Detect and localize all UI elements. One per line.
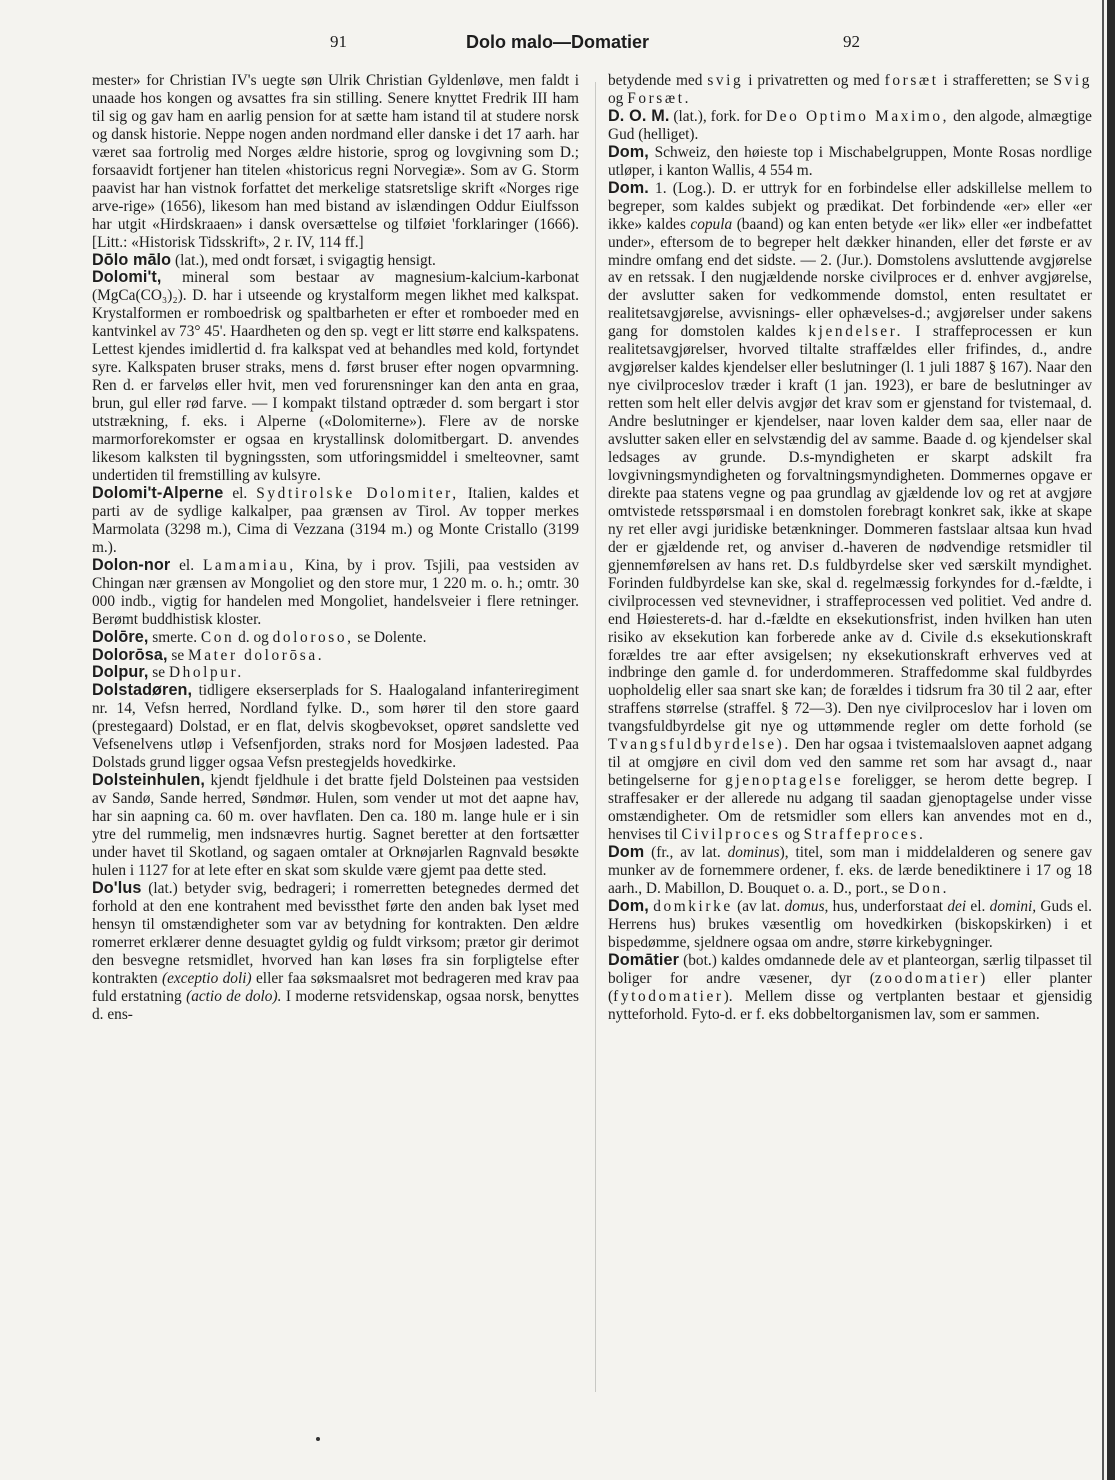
left-column-entry <box>92 557 579 629</box>
entry-text: den algode, almægtige Gud (helliget). <box>608 107 1092 143</box>
entry-text: zoodomatier <box>874 969 981 987</box>
page-number-left: 91 <box>330 32 347 51</box>
left-column-entry <box>92 269 579 484</box>
page-mark-dot <box>316 1437 320 1441</box>
entry-headword: Dolon-nor <box>92 555 171 574</box>
entry-text: kjendt fjeldhule i det bratte fjeld Dolsteinen paa vestsiden av Sandø, Sande herred, Søndmør. Hulen, som vender ut mot det aapne hav, har sin aapning ca. 60 m. over havflaten. Den ca. 180 m. lange hule er i sin ytre del rummelig, men indsnævres hurtig. Sagnet beretter at den fortsætter under havet til Skotland, og sagaen omtaler at Orknøjarlen Ragnvald besøkte hulen i 1127 for at lete efter en skat som skulde være gjemt paa dette sted. <box>92 772 579 879</box>
entry-text: kjendelser. <box>808 323 904 341</box>
entry-text: d. og <box>234 628 273 646</box>
entry-text: mester» for Christian IV's uegte søn Ulrik Christian Gyldenløve, men faldt i unaade hos kongen og avsattes fra sin stilling. Senere knyttet Fredrik III ham til sig og gav ham en aarlig pension for at sætte ham istand til at studere norsk og dansk historie. Neppe nogen anden nordmand eller danske i det 17 aarh. har været saa fortrolig med Norges ældre historie, sprog og lovgivning som D.; forsaavidt fortjener han titelen «historicus regni Norvegiæ». Som av G. Storm paavist har han vistnok forfattet det merkelige statsretslige skrift «Norges rige arve-rige» (1656), likesom han med bistand av islændingen Oddur Eiulfsson har utgit «Hirdskraaen» i dansk oversættelse og tilføiet 'forklaringer (1666). [Litt.: «Historisk Tidsskrift», 2 r. IV, 114 ff.] <box>92 72 579 251</box>
entry-headword: Dom. <box>608 178 649 197</box>
entry-text: betydende med <box>608 72 708 89</box>
entry-text: svig <box>707 72 744 89</box>
entry-text: (lat.) betyder svig, bedrageri; i romerretten betegnedes dermed det forhold at den ene kontrahent med bevissthet førte den anden bak lyset med hensyn til omstændigheter som var av betydning for kontrakten. Den ældre romerret erklærer denne desuagtet gyldig og fuldt virksom; prætor gir derimot den besvegne retsmidlet, hvorved han kan løses fra sin forpligtelse efter kontrakten <box>92 879 579 987</box>
entry-text: ) eller planter ( <box>608 969 1093 1005</box>
entry-headword: Do'lus <box>92 878 142 897</box>
entry-text: doloroso, <box>272 628 354 646</box>
page-number-right: 92 <box>843 32 860 51</box>
entry-text: eller faa søksmaalsret mot bedrageren med krav paa fuld erstatning <box>92 969 579 1005</box>
entry-text: Svig <box>1053 72 1092 89</box>
entry-headword: Dom <box>608 842 645 861</box>
entry-text: (actio de dolo). <box>186 987 282 1005</box>
entry-text: (fr., av lat. <box>644 843 728 861</box>
entry-text: (lat.), fork. for <box>669 107 766 125</box>
entry-text: Forsæt. <box>627 89 692 107</box>
entry-text: Lamamiau, <box>202 556 296 574</box>
entry-text: 1. (Log.). D. er uttryk for en forbindelse eller adskillelse mellem to begreper, som kaldes subjekt og prædikat. Det forbindende «er» eller «er ikke» kaldes <box>608 179 1092 233</box>
running-title: Dolo malo—Domatier <box>465 32 650 52</box>
entry-text: (av lat. <box>732 897 785 915</box>
entry-text: smerte. <box>148 628 201 646</box>
entry-text: Tvangsfuldbyrdelse). <box>608 736 791 754</box>
left-column-entry <box>92 252 579 270</box>
entry-text: el. <box>966 897 990 915</box>
entry-text: domkirke <box>653 897 733 915</box>
right-column-entry <box>608 144 1092 180</box>
entry-text: (exceptio doli) <box>162 969 252 987</box>
scan-edge-bar <box>1107 0 1115 1480</box>
left-column-entry <box>92 72 579 252</box>
entry-text: og <box>608 89 628 107</box>
entry-text: se <box>167 646 189 664</box>
entry-text: (bot.) kaldes omdannede dele av et planteorgan, særlig tilpasset til boliger for andre væsener, dyr ( <box>608 951 1092 987</box>
entry-text: fytodomatier <box>613 987 724 1005</box>
entry-text: I straffeprocessen er kun realitetsavgjørelser, hvorved tiltalte straffældes eller frifindes, d., andre avgjørelser kaldes kjendelser eller beslutninger (l. 1 juli 1887 § 167). Naar den nye civilproceslov træder i kraft (1 jan. 1923), er bare de beslutninger av retten som helt eller delvis avgjør det krav som er gjenstand for tvistemaal, d. Andre beslutninger er kjendelser, naar loven kalder dem saa, eller naar de avslutter saken eller en selvstændig del av samme. Baade d. og kjendelser skal ledsages av grunde. D.s-myndigheten er skarpt adskilt fra lovgivningsmyndigheten og forvaltningsmyndigheten. Dommernes opgave er direkte paa statens vegne og paa grundlag av gjældende lov og ret at avgjøre omtvistede retsspørsmaal i en domstolen forebragt konkret sak, ikke at skape ny ret eller avgi juridiske betænkninger. Dommeren fastslaar altsaa kun hvad der er gjældende ret, og anviser d.-haveren de nødvendige retsmidler til gjennemførelsen av hans ret. D.s fuldbyrdelse sker ved særskilt myndighet. Forinden fuldbyrdelse kan ske, skal d. regelmæssig forkyndes for d.-fældte, i civilprocessen ved stevnevidner, i straffeprocessen ved politiet. Ved andre d. end Høiesterets-d. har d.-fældte en eksekutionsfrist, inden hvilken han uten risiko av eksekution kan forberede anke av d. Civile d.s eksekutionskraft forældes tre aar efter avsigelsen; ny eksekutionskraft erhverves ved at indbringe den gamle d. for underdommeren. Straffedomme skal fuldbyrdes uopholdelig eller saa snart ske kan; de forældes i tidsrum fra 30 til 2 aar, efter straffens størrelse (straffel. § 72—3). Den nye civilproceslov har i loven om tvangsfuldbyrdelse git nye og uttømmende regler om dette forhold (se <box>608 323 1092 736</box>
entry-headword: Dolorōsa, <box>92 645 168 664</box>
entry-text: foreligger, se herom dette begrep. I straffesaker er der allerede nu adgang til saadan gjenoptagelse under visse omstændigheter. Om de retsmidler som ellers kan anvendes mot en d., henvises til <box>608 772 1092 844</box>
entry-text: el. <box>223 484 257 502</box>
entry-text: Dholpur. <box>168 664 244 682</box>
entry-headword: Dolpur, <box>92 663 149 682</box>
left-column-entry <box>92 629 579 647</box>
entry-text: copula <box>690 215 733 233</box>
entry-headword: Dolsteinhulen, <box>92 771 205 790</box>
left-column-entry <box>92 682 579 772</box>
entry-text: Mater dolorōsa. <box>188 646 325 664</box>
entry-text: dominus <box>727 843 780 861</box>
left-column-entry <box>92 485 579 557</box>
entry-text: Con <box>200 628 235 646</box>
entry-text: Sydtirolske Dolomiter, <box>256 484 459 502</box>
entry-text: (baand) og kan enten betyde «er lik» eller «er indbefattet under», eftersom de to begreper helt dækker hinanden, eller det første er av mindre omfang end det sidste. — 2. (Jur.). Domstolens avsluttende avgjørelse av en retssak. I den nugjældende norske civilproces er d. enhver avgjørelse, der avslutter saken for vedkommende domstol, enten resultatet er realitetsavgjørelse, avvisnings- eller ophævelses-d.; avgjørelser under sakens gang for domstolen kaldes <box>608 215 1092 341</box>
entry-headword: Dōlo mālo <box>92 250 172 269</box>
entry-text: el. <box>170 556 203 574</box>
entry-text: se Dolente. <box>353 628 427 646</box>
entry-headword: D. O. M. <box>608 106 670 125</box>
entry-text: gjenoptagelse <box>725 772 844 790</box>
entry-text: Italien, kaldes et parti av de sydlige kalkalper, paa grænsen av Tirol. Av topper merkes Marmolata (3298 m.), Cima di Vezzana (3194 m.) og Monte Cristallo (3199 m.). <box>92 484 579 556</box>
page-header <box>0 32 1115 56</box>
entry-headword: Dom, <box>608 896 649 915</box>
right-column-entry <box>608 180 1092 844</box>
entry-text: Kina, by i prov. Tsjili, paa vestsiden av Chingan nær grænsen av Mongoliet og den store mur, 1 220 m. o. h.; omtr. 30 000 indb., vigtig for handelen med Mongoliet, handelsveier i flere retninger. Berømt buddhistisk kloster. <box>92 556 579 628</box>
entry-text: forsæt <box>884 72 939 89</box>
entry-headword: Dolstadøren, <box>92 681 193 700</box>
entry-text: Schweiz, den høieste top i Mischabelgruppen, Monte Rosas nordlige utløper, i kanton Wallis, 4 554 m. <box>608 143 1092 179</box>
entry-headword: Dolomi't-Alperne <box>92 483 224 502</box>
entry-text: I moderne retsvidenskap, ogsaa norsk, benyttes d. ens- <box>92 987 579 1023</box>
entry-headword: Dolomi't, <box>92 268 162 287</box>
right-column-entry <box>608 72 1092 108</box>
scan-edge-line <box>1102 0 1104 1480</box>
entry-text: Straffeproces. <box>803 826 926 844</box>
entry-text: ). Mellem disse og vertplanten bestaar et gjensidig nytteforhold. Fyto-d. er f. eks dobbeltorganismen lav, som er sammen. <box>608 987 1092 1023</box>
left-column-entry <box>92 664 579 682</box>
left-column-entry <box>92 880 579 1024</box>
entry-headword: Dom, <box>608 142 649 161</box>
entry-text: domini, <box>989 897 1037 915</box>
right-column-entry <box>608 952 1092 1024</box>
entry-text: Deo Optimo Maximo, <box>766 107 950 125</box>
right-column-entry <box>608 108 1092 144</box>
entry-text: tidligere ekserserplads for S. Haalogaland infanteriregiment nr. 14, Vefsn herred, Nordland fylke. D., som hører til den store gaard (prestegaard) Dolstad, er en flat, delvis skogbevokset, opøret sandslette ved Vefsenelvens utløp i Vefsenfjorden, straks nord for Mosjøen ladested. Paa Dolstads grund ligger ogsaa Vefsn prestegjelds hovedkirke. <box>92 682 579 772</box>
left-column-entry <box>92 772 579 880</box>
entry-text: dei <box>947 897 967 915</box>
entry-text: (lat.), med ondt forsæt, i svigagtig hensigt. <box>171 251 436 269</box>
entry-text: Don. <box>908 879 950 897</box>
column-divider <box>595 82 596 1392</box>
entry-text: Civilproces <box>681 826 781 844</box>
entry-text: se <box>148 664 169 682</box>
entry-headword: Dolōre, <box>92 627 149 646</box>
right-column-entry <box>608 898 1092 952</box>
left-column <box>92 72 579 1024</box>
entry-text: domus, <box>784 897 829 915</box>
entry-headword: Domātier <box>608 950 679 969</box>
entry-text: i strafferetten; se <box>938 72 1054 89</box>
entry-text: og <box>780 826 804 844</box>
entry-text: mineral som bestaar av magnesium-kalcium-karbonat (MgCa(CO₃)₂). D. har i utseende og krystalform megen likhet med kalkspat. Krystalformen er romboedrisk og spaltbarheten er efter et romboeder med en kantvinkel av 73° 45'. Haardheten og den sp. vegt er litt større end kalkspatens. Lettest kjendes imidlertid d. fra kalkspat ved at behandles med kold, fortyndet syre. Kalkspaten bruser straks, mens d. først bruser efter nogen opvarmning. Ren d. er farveløs eller hvit, men ved forurensninger kan den anta en graa, brun, gul eller rød farve. — I kompakt tilstand optræder d. som bergart i stor utstrækning, f. eks. i Alperne («Dolomiterne»). Flere av de norske marmorforekomster er ogsaa en krystallinsk dolomitbergart. D. anvendes likesom kalksten til bygningssten, som utforingsmiddel i smelteovner, samt undertiden til fremstilling av kulsyre. <box>92 269 579 484</box>
entry-text: i privatretten og med <box>743 72 885 89</box>
entry-text: Den har ogsaa i tvistemaalsloven aapnet adgang til at omgjøre en civil dom ved den samme ret som har avsagt d., naar betingelserne for <box>608 736 1092 790</box>
left-column-entry <box>92 647 579 665</box>
entry-text: Guds el. Herrens hus) brukes væsentlig om hovedkirken (biskopskirken) i et bispedømme, sjeldnere ogsaa om andre, større kirkebygninger. <box>608 897 1093 951</box>
right-column <box>608 72 1092 1024</box>
right-column-entry <box>608 844 1092 898</box>
entry-text: hus, underforstaat <box>828 897 948 915</box>
entry-text: ), titel, som man i middelalderen og senere gav munker av de fornemmere ordener, f. eks. de lærde benediktinere i 17 og 18 aarh., D. Mabillon, D. Bouquet o. a. D., port., se <box>608 843 1092 897</box>
